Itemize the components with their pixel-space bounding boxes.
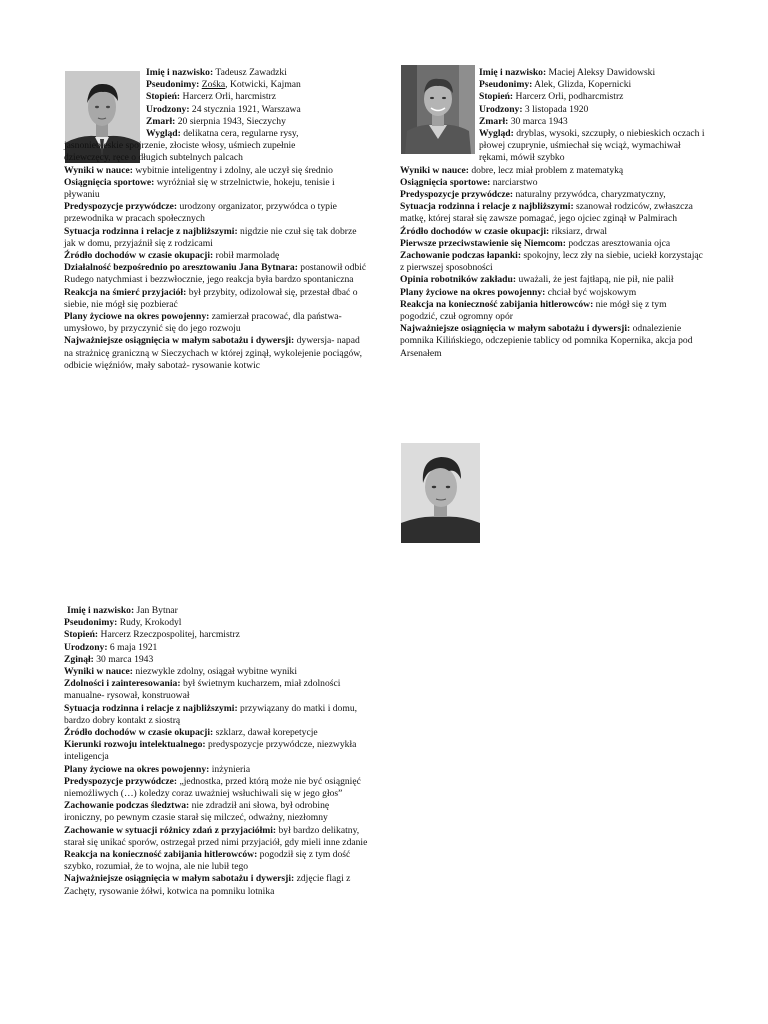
bio-pseudonyms: Pseudonimy: Alek, Glizda, Kopernicki — [479, 79, 632, 91]
bio-interrogation: Zachowanie podczas śledztwa: nie zdradził ani słowa, był odrobinę ironiczny, po pewnym czasie starał się milczeć, odważny, niezłomny — [64, 800, 330, 824]
bio-reaction: Reakcja na śmierć przyjaciół: był przybity, odizolował się, przestał dbać o siebie, nie mógł się pozbierać — [64, 286, 358, 310]
bio-pseudonyms: Pseudonimy: Rudy, Krokodyl — [64, 617, 182, 629]
bio-rank: Stopień: Harcerz Rzeczpospolitej, harcmistrz — [64, 629, 240, 641]
portrait-bytnar — [401, 443, 480, 543]
bio-leadership: Predyspozycje przywódcze: naturalny przywódca, charyzmatyczny, — [400, 189, 666, 201]
bio-family: Sytuacja rodzinna i relacje z najbliższymi: szanował rodziców, zwłaszcza matkę, której starał się zawsze pomagać, jego ojciec zginął w Palmirach — [400, 201, 693, 225]
link-zoska[interactable]: Zośka — [201, 79, 226, 91]
bio-name: Imię i nazwisko: Maciej Aleksy Dawidowski — [479, 67, 656, 78]
bio-leadership: Predyspozycje przywódcze: „jednostka, przed którą może nie być osiągnięć niemożliwych (…) koledzy coraz uważniej wsłuchiwali się w jego głos” — [64, 775, 361, 800]
bio-family: Sytuacja rodzinna i relacje z najbliższymi: nigdzie nie czuł się tak dobrze jak w domu, przyjaźnił się z rodzicami — [64, 225, 357, 249]
bio-sports: Osiągnięcia sportowe: narciarstwo — [400, 176, 538, 188]
bio-income: Źródło dochodów w czasie okupacji: riksiarz, drwal — [400, 225, 608, 237]
bio-name: Imię i nazwisko: Tadeusz Zawadzki — [146, 67, 287, 78]
bio-leadership: Predyspozycje przywódcze: urodzony organizator, przywódca o typie przewodnika w pracach społecznych — [64, 201, 337, 225]
bio-achievements: Najważniejsze osiągnięcia w małym sabotażu i dywersji: zdjęcie flagi z Zachęty, rysowanie żółwi, kotwica na pomniku lotnika — [64, 873, 351, 897]
bio-died: Zginął: 30 marca 1943 — [64, 653, 154, 665]
bio-dawidowski — [400, 67, 705, 360]
bio-died: Zmarł: 20 sierpnia 1943, Sieczychy — [146, 115, 286, 127]
bio-plans: Plany życiowe na okres powojenny: inżynieria — [64, 763, 251, 775]
bio-grades: Wyniki w nauce: dobre, lecz miał problem z matematyką — [400, 164, 624, 176]
bio-plans: Plany życiowe na okres powojenny: zamierzał pracować, dla państwa- umysłowo, by przyczynić się do jego rozwoju — [64, 311, 342, 335]
bio-family: Sytuacja rodzinna i relacje z najbliższymi: przywiązany do matki i domu, bardzo dobry kontakt z siostrą — [64, 702, 358, 726]
bio-pseudonyms: Pseudonimy: Zośka, Kotwicki, Kajman — [146, 79, 301, 91]
bio-grades: Wyniki w nauce: niezwykle zdolny, osiągał wybitne wyniki — [64, 666, 297, 678]
bio-grades: Wyniki w nauce: wybitnie inteligentny i zdolny, ale uczył się średnio — [64, 164, 333, 176]
bio-appearance: Wygląd: delikatna cera, regularne rysy, jasnoniebieskie spojrzenie, złociste włosy, uśmiech zupełnie dziewczęcy, ręce o długich subtelnych palcach — [64, 128, 299, 164]
bio-killing: Reakcja na konieczność zabijania hitlerowców: pogodził się z tym dość szybko, rozumiał, że to wojna, ale nie lubił tego — [64, 849, 351, 873]
bio-talents: Zdolności i zainteresowania: był świetnym kucharzem, miał zdolności manualne- rysował, konstruował — [64, 678, 341, 702]
bio-rank: Stopień: Harcerz Orli, podharcmistrz — [479, 91, 624, 103]
bio-roundup: Zachowanie podczas łapanki: spokojny, lecz zły na siebie, uciekł korzystając z pierwszej sposobności — [400, 250, 703, 274]
bio-action: Działalność bezpośrednio po aresztowaniu Jana Bytnara: postanowił odbić Rudego natychmiast i bezzwłocznie, jego reakcja była bardzo spontaniczna — [64, 262, 367, 286]
bio-first-opposition: Pierwsze przeciwstawienie się Niemcom: podczas aresztowania ojca — [400, 237, 671, 249]
bio-income: Źródło dochodów w czasie okupacji: robił marmoladę — [64, 250, 280, 262]
bio-plans: Plany życiowe na okres powojenny: chciał być wojskowym — [400, 286, 637, 298]
bio-opinion: Opinia robotników zakładu: uważali, że jest fajtłapą, nie pił, nie palił — [400, 274, 674, 286]
bio-achievements: Najważniejsze osiągnięcia w małym sabotażu i dywersji: dywersja- napad na strażnicę graniczną w Sieczychach w której zginął, wykolejenie pociągów, odbicie więźniów, mały sabotaż- rysowanie kotwic — [64, 335, 362, 371]
bio-killing: Reakcja na konieczność zabijania hitlerowców: nie mógł się z tym pogodzić, czuł ogromny opór — [400, 298, 667, 323]
bio-name: Imię i nazwisko: Jan Bytnar — [67, 605, 178, 616]
bio-born: Urodzony: 24 stycznia 1921, Warszawa — [146, 103, 301, 115]
bio-intellect: Kierunki rozwoju intelektualnego: predyspozycje przywódcze, niezwykła inteligencja — [64, 739, 357, 763]
bio-zawadzki — [64, 67, 369, 372]
bio-sports: Osiągnięcia sportowe: wyróżniał się w strzelnictwie, hokeju, tenisie i pływaniu — [64, 176, 335, 201]
bio-income: Źródło dochodów w czasie okupacji: szklarz, dawał korepetycje — [64, 727, 318, 739]
bio-died: Zmarł: 30 marca 1943 — [479, 115, 568, 127]
bio-disagreement: Zachowanie w sytuacji różnicy zdań z przyjaciółmi: był bardzo delikatny, starał się unikać sporów, ostrzegał przed nimi przyjaciół, gdy mieli inne zdanie — [64, 824, 368, 848]
bio-appearance: Wygląd: dryblas, wysoki, szczupły, o niebieskich oczach i płowej czuprynie, uśmiechał się wciąż, wymachiwał rękami, mówił szybko — [479, 128, 705, 164]
bio-rank: Stopień: Harcerz Orli, harcmistrz — [146, 91, 277, 103]
bio-achievements: Najważniejsze osiągnięcia w małym sabotażu i dywersji: odnalezienie pomnika Kilińskiego, odczepienie tablicy od pomnika Kopernika, akcja pod Arsenałem — [400, 323, 693, 359]
bio-born: Urodzony: 6 maja 1921 — [64, 641, 158, 653]
bio-bytnar — [64, 605, 369, 898]
bio-born: Urodzony: 3 listopada 1920 — [479, 103, 589, 115]
